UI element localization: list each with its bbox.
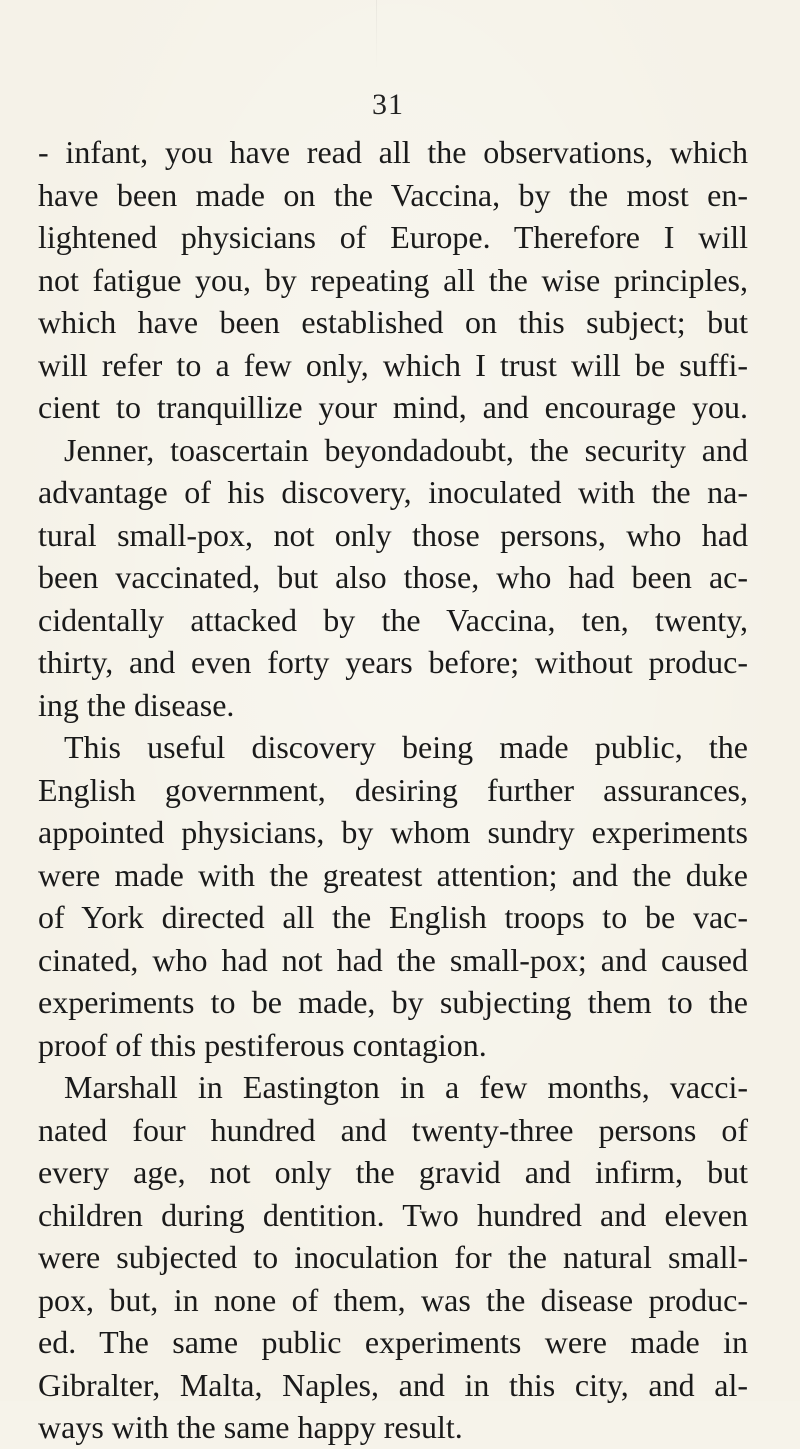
text-line: thirty, and even forty years before; without produc- [38,644,748,680]
text-line: pox, but, in none of them, was the disease produc- [38,1281,748,1318]
text-line: proof of this pestiferous contagion. [38,1026,487,1063]
page-fold-shadow [376,0,377,70]
text-line: Gibralter, Malta, Naples, and in this city, and al- [38,1366,748,1403]
text-line: nated four hundred and twenty-three persons of [38,1111,748,1148]
text-line: cient to tranquillize your mind, and encourage you. [38,389,748,425]
text-line: ways with the same happy result. [38,1409,463,1445]
text-line: been vaccinated, but also those, who had been ac- [38,559,748,595]
text-line: experiments to be made, by subjecting them to the [38,984,748,1020]
text-line: cinated, who had not had the small-pox; and caused [38,941,748,978]
text-line: ed. The same public experiments were made in [38,1324,748,1360]
text-line: - infant, you have read all the observations, which [38,134,748,170]
text-line: were subjected to inoculation for the natural small- [38,1239,748,1275]
text-line: Jenner, toascertain beyondadoubt, the security and [64,431,748,468]
text-line: have been made on the Vaccina, by the most en- [38,176,748,213]
text-line: English government, desiring further assurances, [38,771,748,808]
page-number: 31 [372,88,404,121]
text-line: appointed physicians, by whom sundry experiments [38,814,748,850]
text-line: tural small-pox, not only those persons, who had [38,516,748,553]
text-line: not fatigue you, by repeating all the wise principles, [38,261,748,298]
text-line: will refer to a few only, which I trust will be suffi- [38,346,748,383]
text-line: were made with the greatest attention; and the duke [38,856,748,893]
text-line: Marshall in Eastington in a few months, vacci- [64,1069,748,1105]
text-line: every age, not only the gravid and infirm, but [38,1154,748,1190]
body-text [38,131,748,1449]
text-line: cidentally attacked by the Vaccina, ten, twenty, [38,601,748,638]
text-line: advantage of his discovery, inoculated with the na- [38,474,748,510]
text-line: This useful discovery being made public, the [64,729,748,765]
text-line: lightened physicians of Europe. Therefore I will [38,219,748,255]
text-line: children during dentition. Two hundred and eleven [38,1196,748,1233]
text-line: which have been established on this subject; but [38,304,748,340]
text-line: ing the disease. [38,686,235,723]
text-line: of York directed all the English troops to be vac- [38,899,748,935]
